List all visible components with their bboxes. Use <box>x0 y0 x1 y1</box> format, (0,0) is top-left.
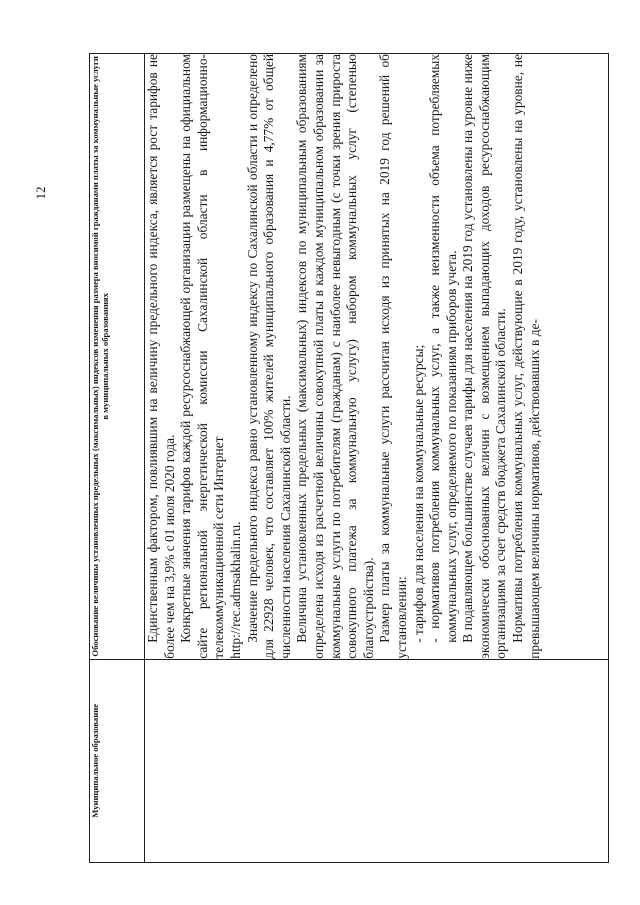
justification-table <box>89 53 609 863</box>
paragraph-url: http://rec.admsakhalin.ru. <box>227 521 243 659</box>
paragraph-index-method: Величина установленных предельных (максимальных) индексов по муниципальным образованиям определена исходя из расчетной величины совокупной платы в каждом муниципальном образовании за коммунальные услуги по потребителям (гражданам) с наиболее невыгодным (с точки зрения прироста совокупного платежа за коммунальную услугу) набором коммунальных услуг (степенью благоустройства). <box>294 54 376 659</box>
page-number: 12 <box>33 186 48 200</box>
header-municipality: Муниципальное образование <box>90 659 145 862</box>
rotated-table-wrapper <box>89 53 609 863</box>
table-row <box>145 54 609 863</box>
paragraph-index-value: Значение предельного индекса равно установленному индексу по Сахалинской области и определено для 22928 человек, что составляет 100% жителей муниципального образования и 4,77% от общей численности населения Сахалинской области. <box>244 54 293 659</box>
paragraph-tariffs-majority: В подавляющем большинстве случаев тарифы для населения на 2019 год установлены на уровне ниже экономически обоснованных величин с возмещением выпадающих доходов ресурсоснабжающим организациям за счет средств бюджета Сахалинской области. <box>460 54 509 659</box>
table-header-row <box>90 54 145 863</box>
paragraph-factor: Единственным фактором, повлиявшим на величину предельного индекса, является рост тарифов не более чем на 3,9% с 01 июля 2020 года. <box>145 54 177 659</box>
bullet-tariffs: - тарифов для населения на коммунальные ресурсы; <box>410 344 426 643</box>
header-justification: Обоснование величины установленных предельных (максимальных) индексов изменения размера вносимой гражданами платы за коммунальные услуги в муниципальных образованиях <box>90 54 145 660</box>
bullet-norms: - нормативов потребления коммунальных услуг, а также неизменности объема потребляемых коммунальных услуг, определяемого по показаниям приборов учета. <box>427 54 459 643</box>
paragraph-tariff-values: Конкретные значения тарифов каждой ресурсоснабжающей организации размещены на официальном сайте региональной энергетической комиссии Сахалинской области в информационно-телекоммуникационной сети Интернет <box>178 54 227 659</box>
municipality-cell <box>145 659 609 862</box>
paragraph-fee-basis: Размер платы за коммунальные услуги рассчитан исходя из принятых на 2019 год решений об установлении: <box>377 54 409 659</box>
justification-cell <box>145 54 609 660</box>
paragraph-norms-2019: Нормативы потребления коммунальных услуг, действующие в 2019 году, установлены на уровне, не превышающем величины нормативов, действовавших в де- <box>510 54 542 659</box>
